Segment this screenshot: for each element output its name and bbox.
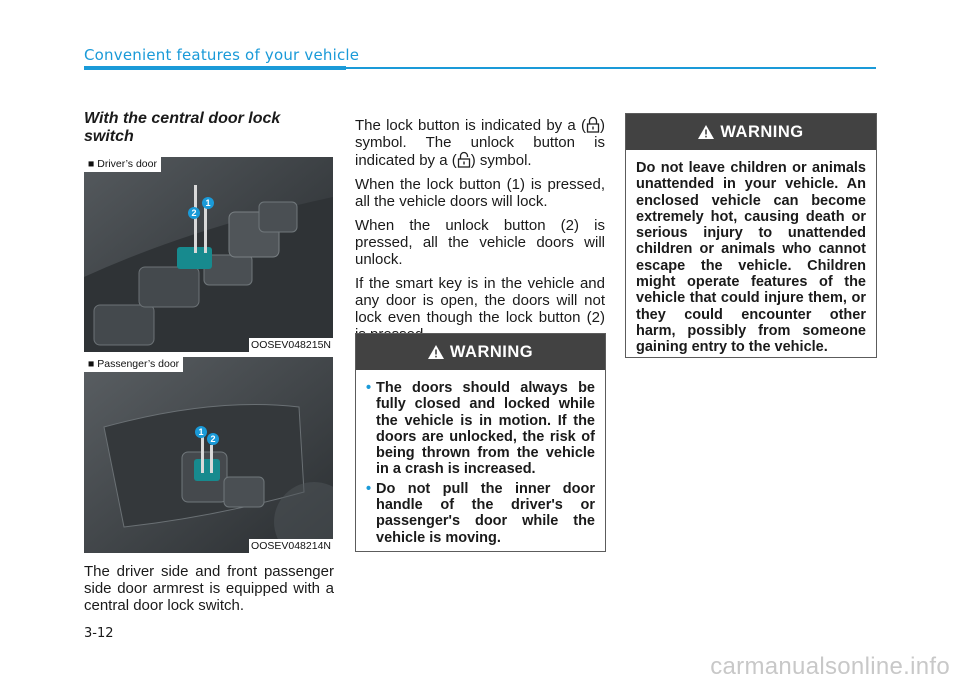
warning-header [356,334,605,370]
unlock-button-paragraph: When the unlock button (2) is pressed, all the vehicle doors will unlock. [355,217,605,268]
drivers-door-illustration [84,157,333,352]
warning-triangle-icon [698,125,714,139]
warning-box-doors [355,333,606,552]
smart-key-paragraph: If the smart key is in the vehicle and any door is open, the doors will not lock even though the lock button (2) [355,275,605,326]
warning-title: WARNING [720,122,804,141]
intro-paragraph: The driver side and front passenger side door armrest is equipped with a central door lock switch. [84,563,334,614]
warning-box-children [625,113,877,358]
header-rule-thin [346,67,876,69]
warning-text: Do not leave children or animals unattended in your vehicle. An enclosed vehicle can become extremely hot, causing death or serious injury to unattended children or animals who cannot escape the vehicle. Children might operate features of the vehicle that could injure them, or they could encounter other harm, possibly from someone gaining entry to the vehicle. [636,160,866,356]
lock-icon [586,116,600,133]
warning-header [626,114,876,150]
header-rule-thick [84,66,346,70]
warning-triangle-icon [428,345,444,359]
passengers-door-photo [84,357,333,553]
warning-item: • The doors should always be fully closed and locked while the vehicle is in motion. If the doors are unlocked, the risk of being thrown from the vehicle in a crash is increased. [366,380,595,478]
callout-1: 1 [195,426,207,438]
figure-label: ■ Driver’s door [84,157,161,172]
figure-code: OOSEV048215N [251,339,331,351]
warning-title: WARNING [449,342,534,361]
text-fragment: The lock button is indicated by a ( [355,117,586,134]
column2-text [355,116,605,350]
callout-2: 2 [207,433,219,445]
page-number: 3-12 [84,626,114,641]
unlock-icon [457,151,471,168]
passengers-door-illustration [84,357,333,553]
drivers-door-photo [84,157,333,352]
subheading: With the central door lock switch [84,110,281,145]
lock-symbol-paragraph [355,116,605,169]
watermark: carmanualsonline.info [710,653,950,680]
figure-code: OOSEV048214N [251,540,331,552]
text-fragment: ) symbol. The unlock button is indicated by a ( [355,117,605,169]
lock-button-paragraph: When the lock button (1) is pressed, all the vehicle doors will lock. [355,176,605,210]
text-fragment: ) symbol. [470,152,532,169]
section-title: Convenient features of your vehicle [84,46,360,64]
callout-1: 1 [202,197,214,209]
warning-item: • Do not pull the inner door handle of the driver's or passenger's door while the vehicle is moving. [366,481,595,546]
warning-body [356,370,605,557]
figure-label: ■ Passenger’s door [84,357,183,372]
column1-text [84,563,334,614]
warning-body [626,150,876,364]
callout-2: 2 [188,207,200,219]
